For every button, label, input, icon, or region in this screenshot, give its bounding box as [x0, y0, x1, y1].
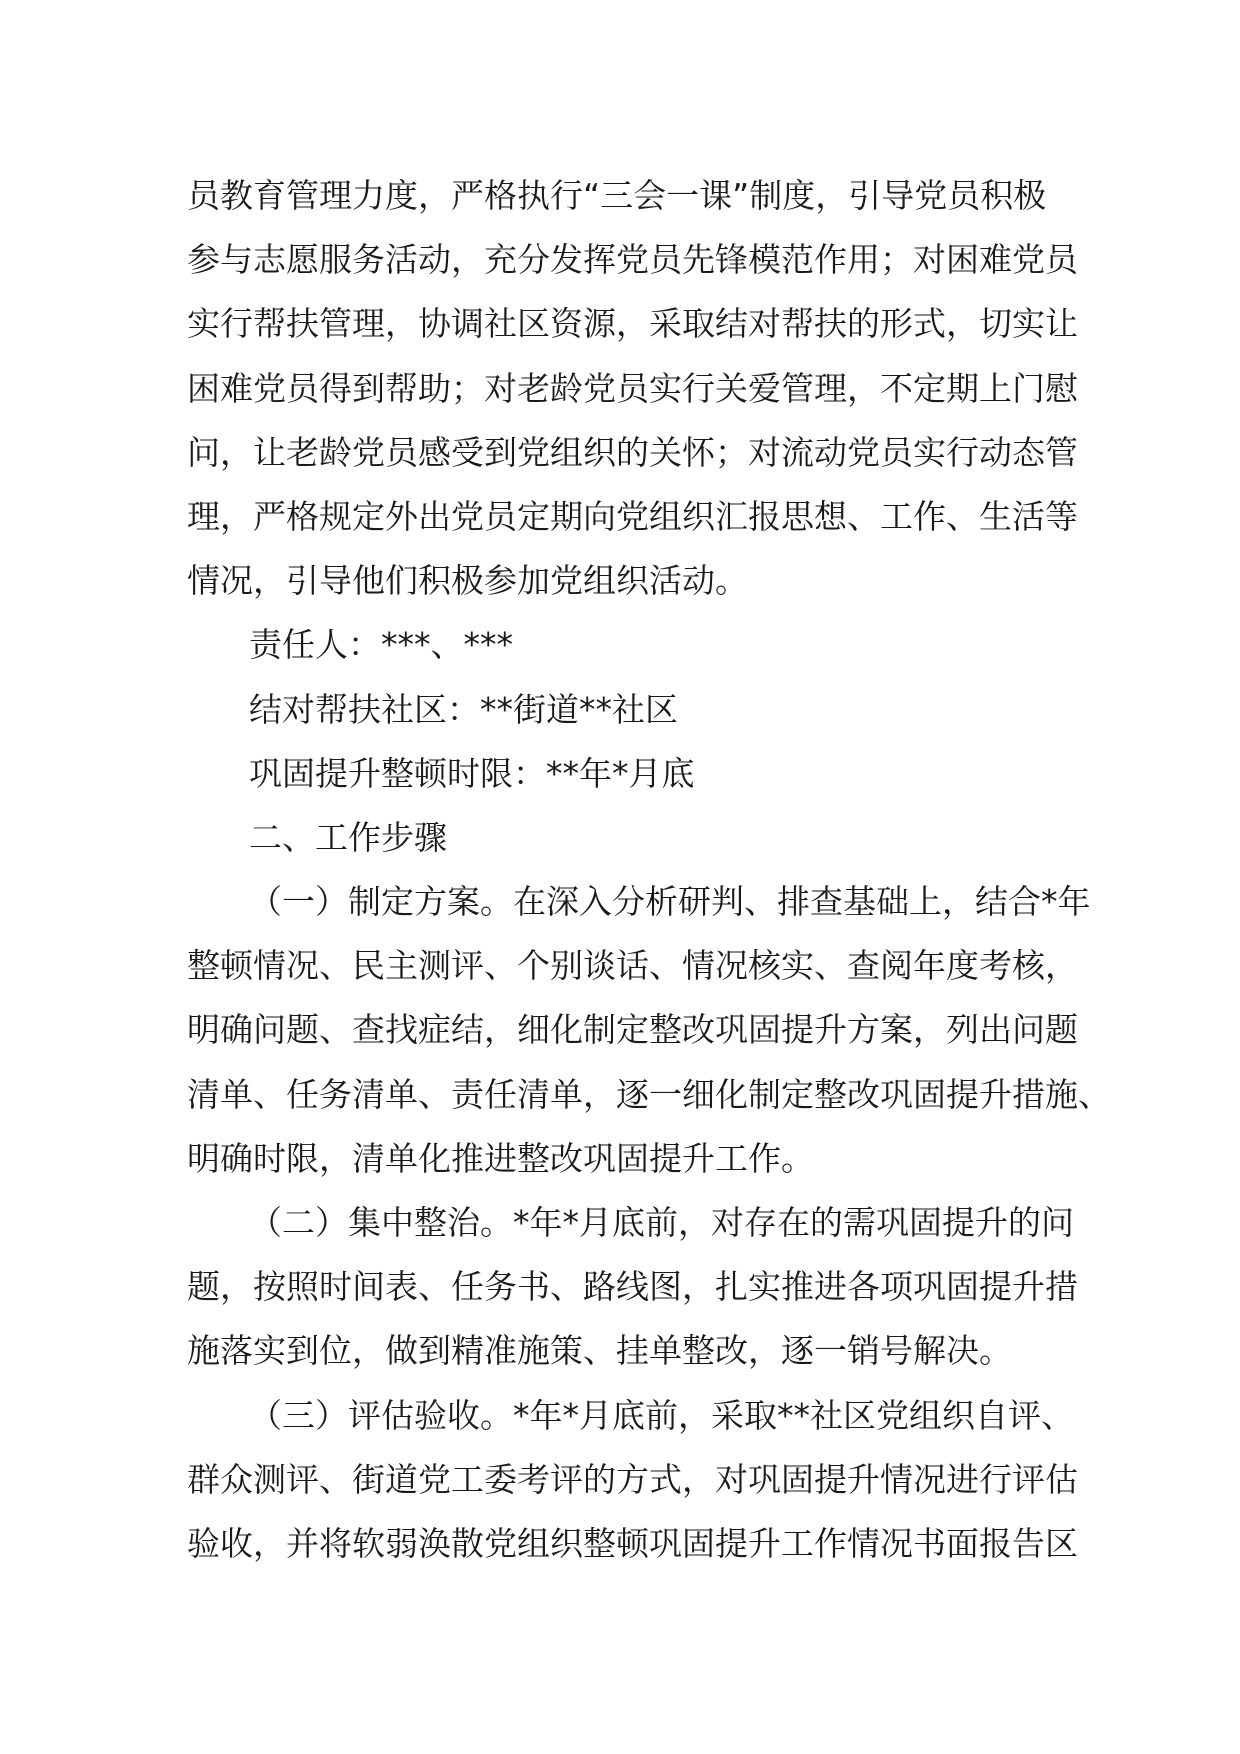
text-line: （二）集中整治。*年*月底前，对存在的需巩固提升的问 — [249, 1203, 1074, 1242]
text-line: 困难党员得到帮助；对老龄党员实行关爱管理，不定期上门慰 — [187, 368, 1078, 408]
text-line: 整顿情况、民主测评、个别谈话、情况核实、查阅年度考核， — [187, 946, 1078, 986]
text-line: 巩固提升整顿时限：**年*月底 — [249, 753, 695, 793]
text-line: （三）评估验收。*年*月底前，采取**社区党组织自评、 — [249, 1395, 1074, 1435]
text-line: 员教育管理力度，严格执行“三会一课”制度，引导党员积极 — [187, 176, 1047, 215]
text-line: 责任人：***、*** — [249, 625, 513, 665]
text-line: 明确时限，清单化推进整改巩固提升工作。 — [187, 1138, 814, 1178]
text-line: （一）制定方案。在深入分析研判、排查基础上，结合*年 — [249, 882, 1091, 922]
text-line: 题，按照时间表、任务书、路线图，扎实推进各项巩固提升措 — [187, 1267, 1078, 1307]
text-line: 二、工作步骤 — [249, 817, 447, 857]
text-line: 清单、任务清单、责任清单，逐一细化制定整改巩固提升措施、 — [187, 1074, 1111, 1114]
text-line: 施落实到位，做到精准施策、挂单整改，逐一销号解决。 — [187, 1331, 1012, 1371]
text-line: 问，让老龄党员感受到党组织的关怀；对流动党员实行动态管 — [187, 432, 1078, 472]
text-line: 理，严格规定外出党员定期向党组织汇报思想、工作、生活等 — [187, 496, 1078, 536]
text-line: 实行帮扶管理，协调社区资源，采取结对帮扶的形式，切实让 — [187, 304, 1078, 344]
text-line: 结对帮扶社区：**街道**社区 — [249, 689, 678, 729]
text-line: 明确问题、查找症结，细化制定整改巩固提升方案，列出问题 — [187, 1010, 1078, 1050]
document-body — [187, 164, 1111, 1576]
text-line: 群众测评、街道党工委考评的方式，对巩固提升情况进行评估 — [187, 1459, 1078, 1499]
text-line: 参与志愿服务活动，充分发挥党员先锋模范作用；对困难党员 — [187, 240, 1078, 280]
text-line: 验收，并将软弱涣散党组织整顿巩固提升工作情况书面报告区 — [187, 1523, 1078, 1563]
text-line: 情况，引导他们积极参加党组织活动。 — [187, 561, 748, 601]
